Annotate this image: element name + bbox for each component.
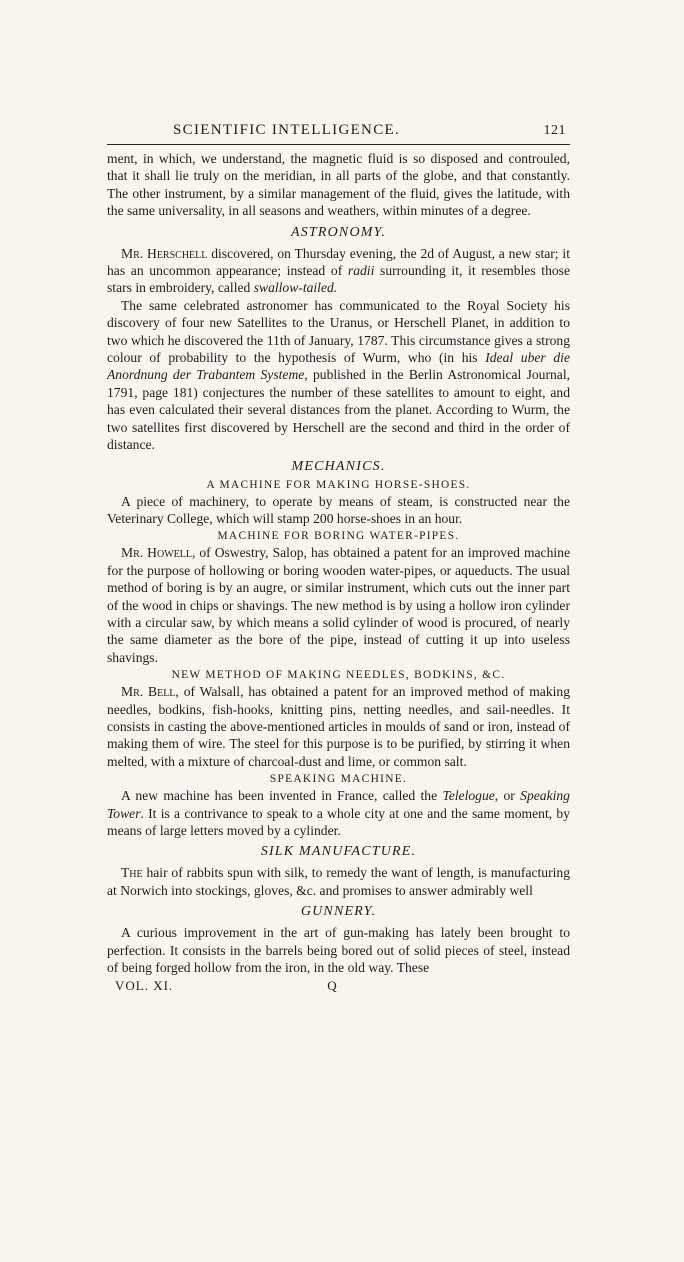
section-title-astronomy: ASTRONOMY. xyxy=(290,224,387,240)
subhead-speaking-machine: SPEAKING MACHINE. xyxy=(269,773,408,786)
running-head-title: SCIENTIFIC INTELLIGENCE. xyxy=(173,122,401,138)
astronomy-paragraph-2 xyxy=(107,297,570,454)
mechanics-p4-italic-tower: Speaking Tower xyxy=(107,788,570,821)
section-title-gunnery: GUNNERY. xyxy=(300,904,377,920)
astronomy-p1-text-2: surrounding it, it resembles those stars in embroidery, called xyxy=(107,263,571,296)
astronomy-p1-italic-swallow: swallow-tailed. xyxy=(253,280,338,296)
page-footer xyxy=(107,978,570,994)
section-title-silk: SILK MANUFACTURE. xyxy=(260,844,417,860)
gunnery-paragraph: A curious improvement in the art of gun-making has lately been brought to perfection. It consists in the barrels being bored out of solid pieces of steel, instead of being forged hollow from the iron, in the old way. These xyxy=(107,925,570,976)
mechanics-p3-text: , of Walsall, has obtained a patent for an improved method of making needles, bodkins, fish-hooks, knitting pins, netting needles, and sail-needles. It consists in casting the above-mentioned articles in moulds of sand or iron, instead of making them of wire. The steel for this purpose is to be purified, by stirring it when melted, with a mixture of charcoal-dust and lime, or common salt. xyxy=(107,684,570,769)
section-title-mechanics: MECHANICS. xyxy=(291,458,386,474)
astronomy-p1-text: discovered, on Thursday evening, the 2d of August, a new star; it has an uncommon appearance; instead of xyxy=(107,245,570,279)
page-number: 121 xyxy=(543,123,566,138)
name-herschell: Mr. Herschell xyxy=(121,245,208,261)
intro-paragraph: ment, in which, we understand, the magnetic fluid is so disposed and controuled, that it shall lie truly on the meridian, in all parts of the globe, and that constantly. The other instrument, by a similar management of the fluid, gives the latitude, with the same universality, in all seasons and weathers, within minutes of a degree. xyxy=(107,151,570,219)
mechanics-p4-italic-telelogue: Telelogue xyxy=(442,788,495,804)
astronomy-p2-text-2: published in the Berlin Astronomical Journal, 1791, page 181) conjectures the number of these satellites to amount to eight, and has even calculated their several distances from the planet. According to Wurm, the two satellites first discovered by Herschell are the second and third in the order of distance. xyxy=(107,367,571,453)
running-head xyxy=(107,122,570,139)
mechanics-paragraph-4 xyxy=(107,787,570,839)
subhead-needles: NEW METHOD OF MAKING NEEDLES, BODKINS, &C. xyxy=(171,669,506,682)
mechanics-p2-text: , of Oswestry, Salop, has obtained a patent for an improved machine for the purpose of hollowing or boring wooden water-pipes, or aqueducts. The usual method of boring is by an augre, or similar instrument, which cuts out the inner part of the wood in chips or shavings. The new method is by using a hollow iron cylinder with a circular saw, by which means a solid cylinder of wood is procured, of nearly the same diameter as the bore of the pipe, instead of cutting it up into useless shavings. xyxy=(107,545,570,665)
silk-paragraph xyxy=(107,864,570,899)
subhead-horse-shoes: A MACHINE FOR MAKING HORSE-SHOES. xyxy=(206,478,471,491)
mechanics-paragraph-3 xyxy=(107,683,570,770)
header-rule xyxy=(107,144,570,145)
mechanics-p4-text-3: . It is a contrivance to speak to a whole city at one and the same moment, by means of large letters moved by a cylinder. xyxy=(107,805,570,838)
silk-lead-word: The xyxy=(121,865,143,881)
name-howell: Mr. Howell xyxy=(121,545,192,561)
volume-label: VOL. XI. xyxy=(115,978,174,994)
astronomy-p1-italic-radii: radii xyxy=(347,263,375,279)
astronomy-paragraph-1 xyxy=(107,245,570,297)
astronomy-p2-text-1: The same celebrated astronomer has communicated to the Royal Society his discovery of four new Satellites to the Uranus, or Herschell Planet, in addition to two which he discovered the 11th of January, 1787. This circumstance gives a strong colour of probability to the hypothesis of Wurm, who (in his xyxy=(107,297,570,366)
astronomy-p2-italic: Ideal uber die Anordnung der Trabantem Systeme, xyxy=(107,350,570,383)
name-bell: Mr. Bell xyxy=(121,684,176,700)
mechanics-paragraph-1: A piece of machinery, to operate by means of steam, is constructed near the Veterinary College, which will stamp 200 horse-shoes in an hour. xyxy=(107,493,570,526)
signature-mark: Q xyxy=(327,978,338,994)
silk-text: hair of rabbits spun with silk, to remedy the want of length, is manufacturing at Norwich into stockings, gloves, &c. and promises to answer admirably well xyxy=(107,865,570,898)
mechanics-paragraph-2 xyxy=(107,544,570,666)
mechanics-p4-text-1: A new machine has been invented in France, called the xyxy=(121,788,443,804)
subhead-water-pipes: MACHINE FOR BORING WATER-PIPES. xyxy=(217,530,460,543)
mechanics-p4-text-2: , or xyxy=(494,788,521,804)
